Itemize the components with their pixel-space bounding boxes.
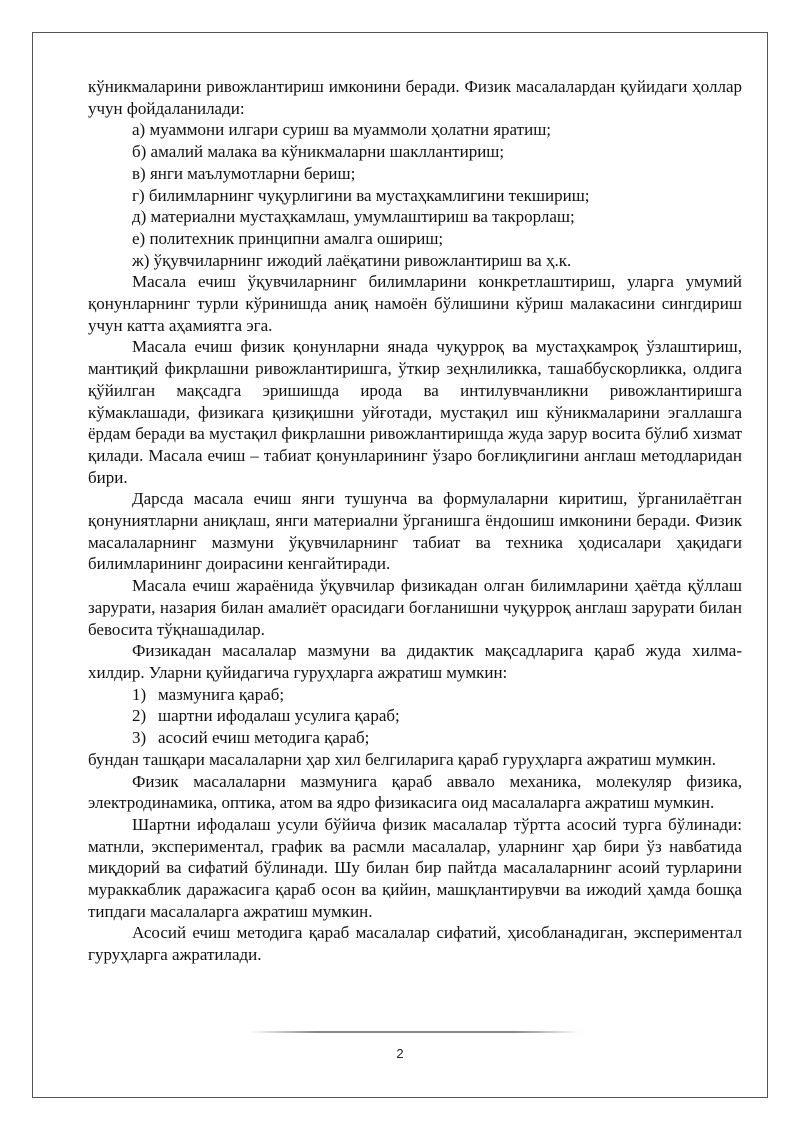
list-item: е) политехник принципни амалга ошириш; (132, 228, 444, 248)
item-text: шартни ифодалаш усулига қараб; (158, 706, 400, 726)
list-item: г) билимларнинг чуқурлигини ва мустаҳкамлигини текшириш; (132, 185, 590, 205)
page-number: 2 (396, 1046, 404, 1061)
numbered-item (88, 705, 742, 727)
list-item: а) муаммони илгари суриш ва муаммоли ҳолатни яратиш; (132, 120, 552, 140)
paragraph: Масала ечиш ўқувчиларнинг билимларини конкретлаштириш, уларга умумий қонунларнинг турли кўринишда аниқ намоён бўлишини кўриш малакасини сингдириш учун катта аҳамиятга эга. (88, 272, 742, 335)
paragraph: Масала ечиш физик қонунларни янада чуқурроқ ва мустаҳкамроқ ўзлаштириш, мантиқий фикрлашни ривожлантиришга, ўткир зеҳнлиликка, ташаббускорликка, олдига қўйилган мақсадга эришишда ирода ва интилувчанликни ривожлантиришга кўмаклашади, физикага қизиқишни уйғотади, мустақил иш кўникмаларини эгаллашга ёрдам беради ва мустақил фикрлашни ривожлантиришда жуда зарур восита бўлиб хизмат қилади. Масала ечиш – табиат қонунларининг ўзаро боғлиқлигини англаш методларидан бири. (88, 337, 742, 487)
paragraph: Физикадан масалалар мазмуни ва дидактик мақсадларига қараб жуда хилма-хилдир. Уларни қуйидагича гуруҳларга ажратиш мумкин: (88, 641, 742, 682)
paragraph-intro: кўникмаларини ривожлантириш имконини беради. Физик масалалардан қуйидаги ҳоллар учун фойдаланилади: (88, 77, 742, 118)
paragraph: бундан ташқари масалаларни ҳар хил белгиларига қараб гуруҳларга ажратиш мумкин. (88, 749, 716, 769)
item-number: 1) (132, 684, 147, 704)
numbered-item (88, 727, 742, 749)
item-number: 3) (132, 728, 147, 748)
item-number: 2) (132, 706, 147, 726)
footer-divider (250, 1031, 580, 1033)
numbered-item (88, 684, 742, 706)
item-text: асосий ечиш методига қараб; (158, 728, 370, 748)
paragraph: Асосий ечиш методига қараб масалалар сифатий, ҳисобланадиган, экспериментал гуруҳларга ажратилади. (88, 923, 742, 965)
paragraph: Физик масалаларни мазмунига қараб аввало механика, молекуляр физика, электродинамика, оптика, атом ва ядро физикасига оид масалаларга ажратиш мумкин. (88, 771, 742, 813)
list-item: д) материални мустаҳкамлаш, умумлаштириш ва такрорлаш; (132, 207, 575, 227)
paragraph: Дарсда масала ечиш янги тушунча ва формулаларни киритиш, ўрганилаётган қонуниятларни аниқлаш, янги материални ўрганишга ёндошиш имконини беради. Физик масалаларнинг мазмуни ўқувчиларнинг табиат ва техника ҳодисалари ҳақидаги билимларининг доирасини кенгайтиради. (88, 489, 742, 574)
document-body (88, 76, 742, 966)
list-item: б) амалий малака ва кўникмаларни шакллантириш; (132, 142, 505, 162)
paragraph: Масала ечиш жараёнида ўқувчилар физикадан олган билимларини ҳаётда қўллаш зарурати, назария билан амалиёт орасидаги боғланишни чуқурроқ англаш зарурати билан бевосита тўқнашадилар. (88, 576, 742, 639)
list-item: ж) ўқувчиларнинг ижодий лаёқатини ривожлантириш ва ҳ.к. (132, 250, 572, 270)
list-item: в) янги маълумотларни бериш; (132, 163, 356, 183)
paragraph: Шартни ифодалаш усули бўйича физик масалалар тўртта асосий турга бўлинади: матнли, экспериментал, график ва расмли масалалар, уларнинг ҳар бири ўз навбатида миқдорий ва сифатий бўлинади. Шу билан бир пайтда масалаларнинг асоий турларини мураккаблик даражасига қараб осон ва қийин, машқлантирувчи ва ижодий ҳамда бошқа типдаги масалаларга ажратиш мумкин. (88, 814, 742, 921)
item-text: мазмунига қараб; (158, 684, 285, 704)
